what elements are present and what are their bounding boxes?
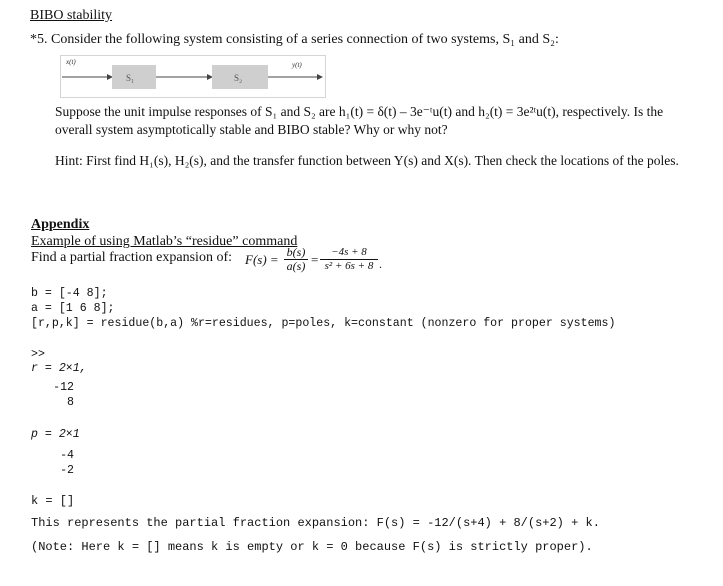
p-header: p = 2×1 [31, 428, 80, 441]
formula-equals: = [311, 252, 319, 267]
r-value: 8 [67, 396, 74, 409]
question-paragraph: Suppose the unit impulse responses of S₁ and S₂ are h₁(t) = δ(t) – 3e⁻ᵗu(t) and h₂(t) = 3e²ᵗu(t), respectively. Is the overall system asymptotically stable and BIBO stable? Why or why not? [55, 104, 664, 137]
output-label: y(t) [292, 61, 302, 69]
question-prompt [30, 32, 559, 48]
explanation-line: This represents the partial fraction expansion: F(s) = -12/(s+4) + 8/(s+2) + k. [31, 516, 600, 530]
formula-end: . [379, 257, 382, 271]
example-title: Example of using Matlab’s “residue” command [31, 234, 298, 249]
hint-paragraph: Hint: First find H₁(s), H₂(s), and the transfer function between Y(s) and X(s). Then check the locations of the poles. [55, 153, 679, 168]
formula-fraction-2 [320, 246, 378, 273]
block-s1-label: S₁ [126, 73, 135, 83]
command-prompt: >> [31, 348, 45, 361]
code-line-1: b = [-4 8]; [31, 287, 108, 300]
formula-num1: b(s) [284, 246, 308, 260]
k-line: k = [] [31, 494, 75, 508]
input-label: x(t) [66, 58, 76, 66]
appendix-heading: Appendix [31, 217, 90, 232]
block-diagram [60, 55, 326, 98]
formula-num2: −4s + 8 [320, 246, 378, 260]
r-value: -12 [53, 381, 74, 394]
p-value: -2 [60, 464, 74, 477]
block-s2-label: S₂ [234, 73, 243, 83]
formula-fraction-1 [284, 246, 308, 273]
formula-den2: s² + 6s + 8 [324, 260, 374, 272]
question-text: Consider the following system consisting of a series connection of two systems, S₁ and S₂: [51, 32, 559, 47]
r-header: r = 2×1, [31, 362, 87, 375]
p-value: -4 [60, 449, 74, 462]
note-line: (Note: Here k = [] means k is empty or k = 0 because F(s) is strictly proper). [31, 540, 593, 554]
formula-lhs: F(s) = [245, 252, 279, 267]
code-line-3: [r,p,k] = residue(b,a) %r=residues, p=poles, k=constant (nonzero for proper systems) [31, 317, 616, 330]
question-number: *5. [30, 32, 48, 47]
find-text: Find a partial fraction expansion of: [31, 250, 232, 265]
code-line-2: a = [1 6 8]; [31, 302, 115, 315]
section-heading: BIBO stability [30, 8, 113, 23]
formula-den1: a(s) [286, 259, 306, 273]
